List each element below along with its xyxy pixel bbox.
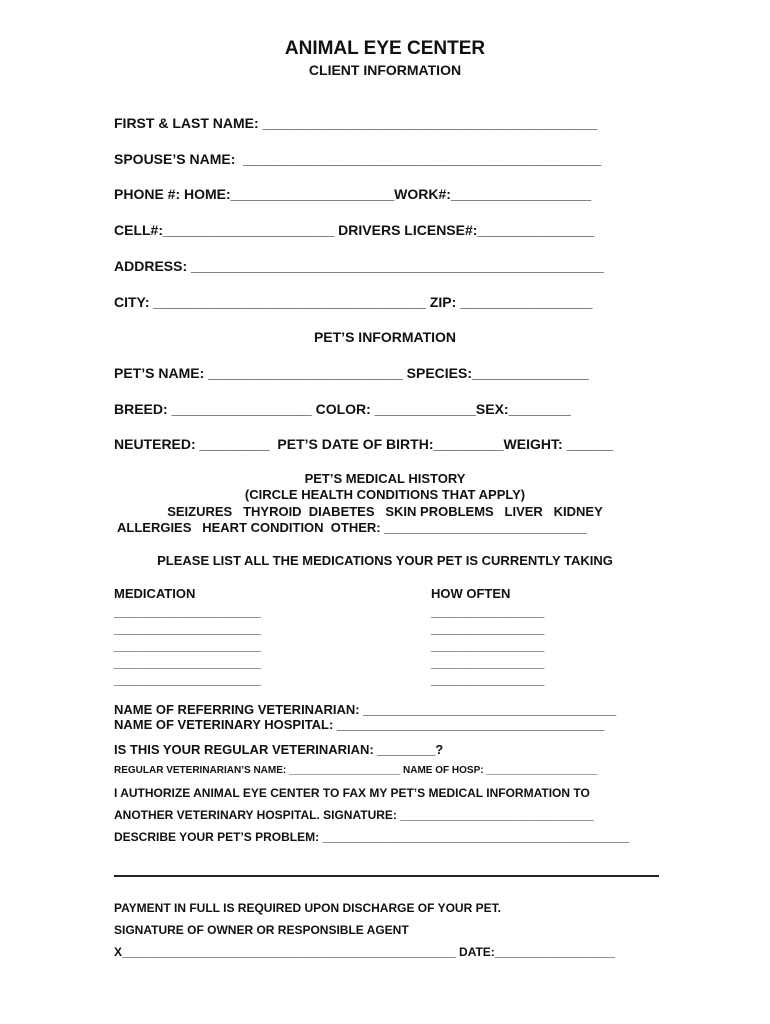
medication-blank: ______________________ (114, 622, 261, 636)
how-often-blank: _________________ (431, 656, 545, 670)
neutered-dob-weight-field: NEUTERED: _________ PET’S DATE OF BIRTH:_________WEIGHT: ______ (114, 436, 614, 452)
conditions-row-1: SEIZURES THYROID DIABETES SKIN PROBLEMS LIVER KIDNEY (167, 504, 603, 519)
cell-license-field: CELL#:______________________ DRIVERS LICENSE#:_______________ (114, 222, 595, 238)
city-zip-field: CITY: ___________________________________ ZIP: _________________ (114, 294, 593, 310)
medication-blank: ______________________ (114, 605, 261, 619)
regular-vet-question: IS THIS YOUR REGULAR VETERINARIAN: ________? (114, 742, 444, 757)
pet-info-heading: PET’S INFORMATION (313, 329, 457, 345)
phone-field: PHONE #: HOME:_____________________WORK#:__________________ (114, 186, 592, 202)
pet-problem-field: DESCRIBE YOUR PET’S PROBLEM: ______________________________________________ (114, 830, 630, 844)
medication-blank: ______________________ (114, 639, 261, 653)
how-often-blank: _________________ (431, 622, 545, 636)
form-subtitle: CLIENT INFORMATION (308, 62, 462, 78)
spouse-name-field: SPOUSE’S NAME: ______________________________________________ (114, 151, 602, 167)
how-often-blank: _________________ (431, 639, 545, 653)
medical-history-heading: PET’S MEDICAL HISTORY (304, 471, 466, 486)
payment-notice: PAYMENT IN FULL IS REQUIRED UPON DISCHARGE OF YOUR PET. (114, 901, 501, 915)
breed-color-sex-field: BREED: __________________ COLOR: _____________SEX:________ (114, 401, 571, 417)
conditions-row-2: ALLERGIES HEART CONDITION OTHER: ____________________________ (117, 520, 587, 535)
pet-name-species-field: PET’S NAME: _________________________ SPECIES:_______________ (114, 365, 589, 381)
signature-date-line: X__________________________________________________ DATE:__________________ (114, 945, 615, 959)
medical-history-instruction: (CIRCLE HEALTH CONDITIONS THAT APPLY) (244, 487, 526, 502)
section-divider (114, 875, 659, 877)
how-often-blank: _________________ (431, 605, 545, 619)
medication-blank: ______________________ (114, 656, 261, 670)
address-field: ADDRESS: _____________________________________________________ (114, 258, 604, 274)
first-last-name-field: FIRST & LAST NAME: ___________________________________________ (114, 115, 598, 131)
how-often-blank: _________________ (431, 673, 545, 687)
medication-column-header: MEDICATION (114, 586, 196, 601)
fax-authorization-signature: ANOTHER VETERINARY HOSPITAL. SIGNATURE: _____________________________ (114, 808, 594, 822)
how-often-column-header: HOW OFTEN (431, 586, 511, 601)
owner-signature-label: SIGNATURE OF OWNER OR RESPONSIBLE AGENT (114, 923, 409, 937)
form-title: ANIMAL EYE CENTER (284, 38, 486, 59)
medication-blank: ______________________ (114, 673, 261, 687)
vet-hospital-field: NAME OF VETERINARY HOSPITAL: _____________________________________ (114, 717, 605, 732)
regular-vet-names-field: REGULAR VETERINARIAN’S NAME: ____________________ NAME OF HOSP: ____________________ (114, 765, 598, 776)
medications-prompt: PLEASE LIST ALL THE MEDICATIONS YOUR PET IS CURRENTLY TAKING (157, 553, 613, 568)
fax-authorization-line-1: I AUTHORIZE ANIMAL EYE CENTER TO FAX MY PET’S MEDICAL INFORMATION TO (114, 786, 590, 800)
referring-vet-field: NAME OF REFERRING VETERINARIAN: ___________________________________ (114, 702, 617, 717)
